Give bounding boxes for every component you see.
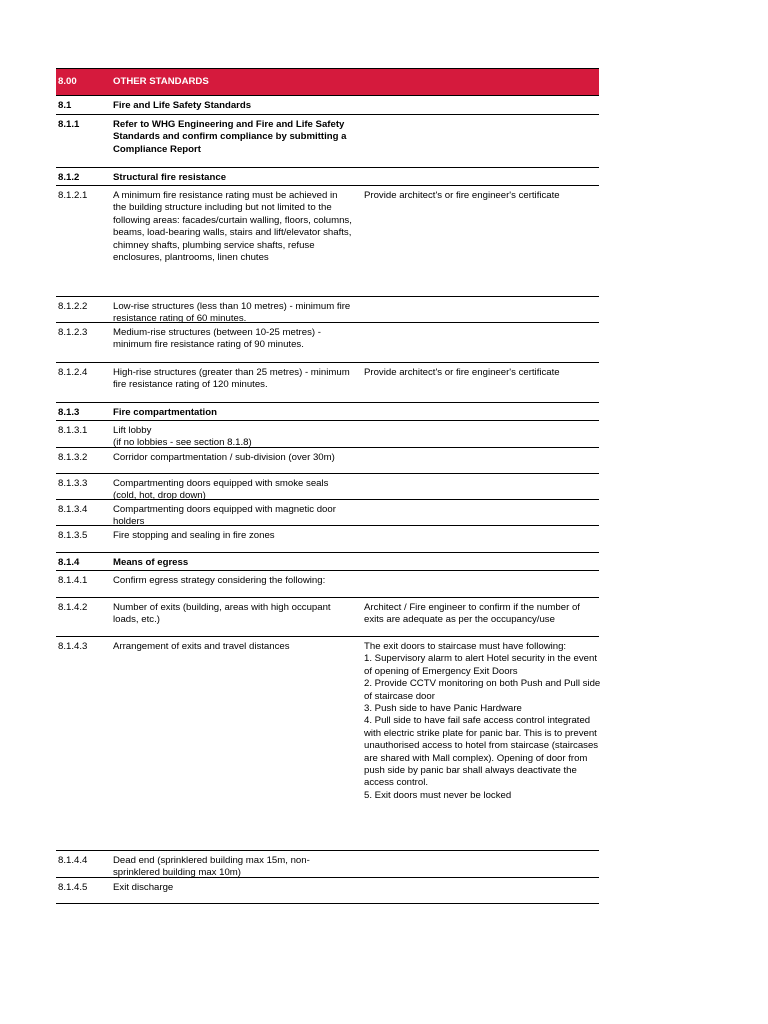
table-row (56, 186, 599, 297)
row-description: Medium-rise structures (between 10-25 metres) - minimum fire resistance rating of 90 minutes. (113, 327, 321, 351)
row-description: High-rise structures (greater than 25 metres) - minimum fire resistance rating of 120 minutes. (113, 367, 350, 391)
section-header-row (56, 68, 599, 96)
row-number: 8.1.4.2 (58, 602, 88, 613)
row-description: Refer to WHG Engineering and Fire and Life Safety Standards and confirm compliance by submitting a Compliance Report (113, 119, 347, 155)
table-row (56, 96, 599, 115)
table-row (56, 363, 599, 403)
table-row (56, 448, 599, 474)
table-row (56, 474, 599, 500)
table-body (56, 96, 599, 904)
table-row (56, 598, 599, 637)
row-number: 8.1.2.3 (58, 327, 88, 338)
row-description: Number of exits (building, areas with high occupant loads, etc.) (113, 602, 331, 626)
row-description: Fire compartmentation (113, 407, 217, 418)
row-number: 8.1.3.2 (58, 452, 88, 463)
row-description: A minimum fire resistance rating must be achieved in the building structure including but not limited to the following areas: facades/curtain walling, floors, columns, beams, load-bearing walls, stairs and lift/elevator shafts, chimney shafts, plumbing service shafts, refuse enclosures, plantrooms, linen chutes (113, 190, 352, 264)
row-number: 8.1.2.2 (58, 301, 88, 312)
table-row (56, 403, 599, 421)
row-number: 8.1.3.1 (58, 425, 88, 436)
row-number: 8.1.2 (58, 172, 80, 183)
row-number: 8.1.2.1 (58, 190, 88, 201)
row-number: 8.1.3.5 (58, 530, 88, 541)
row-description: Fire stopping and sealing in fire zones (113, 530, 275, 541)
row-description: Structural fire resistance (113, 172, 227, 183)
row-description: Compartmenting doors equipped with magnetic door holders (113, 504, 336, 528)
row-number: 8.1.2.4 (58, 367, 88, 378)
row-description: Lift lobby (if no lobbies - see section 8.1.8) (113, 425, 252, 449)
table-row (56, 323, 599, 363)
table-row (56, 851, 599, 878)
row-note: Provide architect's or fire engineer's certificate (364, 367, 560, 378)
row-number: 8.1.3 (58, 407, 80, 418)
row-number: 8.1.4.1 (58, 575, 88, 586)
row-note: Architect / Fire engineer to confirm if the number of exits are adequate as per the occupancy/use (364, 602, 580, 626)
table-row (56, 637, 599, 851)
row-note: Provide architect's or fire engineer's certificate (364, 190, 560, 201)
table-row (56, 297, 599, 323)
row-description: Fire and Life Safety Standards (113, 100, 252, 111)
row-description: Confirm egress strategy considering the following: (113, 575, 326, 586)
row-description: Exit discharge (113, 882, 174, 893)
row-number: 8.1 (58, 100, 72, 111)
table-row (56, 553, 599, 571)
table-row (56, 168, 599, 186)
row-description: Means of egress (113, 557, 189, 568)
row-description: Low-rise structures (less than 10 metres) - minimum fire resistance rating of 60 minutes. (113, 301, 351, 325)
row-number: 8.1.4.3 (58, 641, 88, 652)
row-number: 8.1.3.3 (58, 478, 88, 489)
section-number: 8.00 (58, 76, 77, 87)
row-number: 8.1.4.5 (58, 882, 88, 893)
table-row (56, 115, 599, 168)
table-row (56, 526, 599, 553)
row-description: Dead end (sprinklered building max 15m, non-sprinklered building max 10m) (113, 855, 310, 879)
table-row (56, 500, 599, 526)
row-description: Compartmenting doors equipped with smoke seals (cold, hot, drop down) (113, 478, 329, 502)
row-note: The exit doors to staircase must have following: 1. Supervisory alarm to alert Hotel security in the event of opening of Emergency Exit Doors 2. Provide CCTV monitoring on both Push and Pull side of staircase door 3. Push side to have Panic Hardware 4. Pull side to have fail safe access control integrated with electric strike plate for panic bar. This is to prevent unauthorised access to hotel from staircase (staircases are shared with Mall complex). Opening of door from push side by panic bar shall always deactivate the access control. 5. Exit doors must never be locked (364, 641, 601, 801)
table-row (56, 878, 599, 904)
row-description: Arrangement of exits and travel distances (113, 641, 290, 652)
row-description: Corridor compartmentation / sub-division (over 30m) (113, 452, 335, 463)
row-number: 8.1.3.4 (58, 504, 88, 515)
row-number: 8.1.1 (58, 119, 80, 130)
table-row (56, 421, 599, 448)
standards-table (56, 68, 599, 904)
section-title: OTHER STANDARDS (113, 76, 209, 87)
row-number: 8.1.4 (58, 557, 80, 568)
row-number: 8.1.4.4 (58, 855, 88, 866)
table-row (56, 571, 599, 598)
